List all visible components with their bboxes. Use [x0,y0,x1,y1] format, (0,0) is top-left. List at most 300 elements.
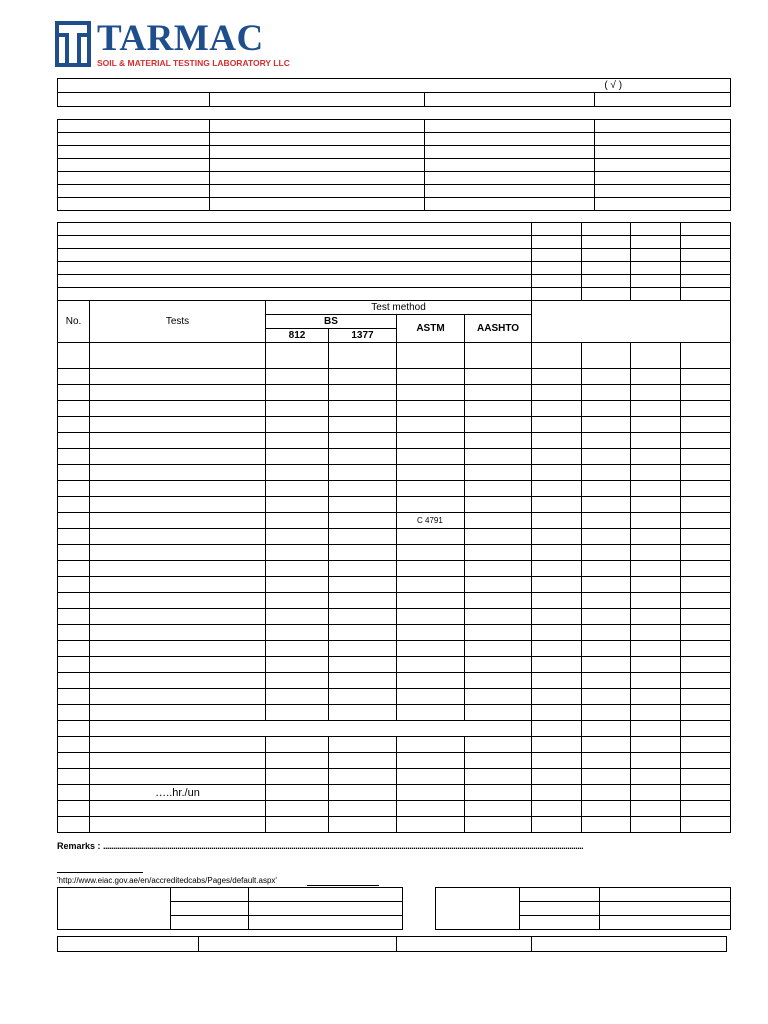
upper-cell[interactable] [582,262,631,275]
header-field[interactable] [595,93,731,107]
upper-cell[interactable] [58,249,532,262]
table-cell[interactable] [90,609,266,625]
info-cell[interactable] [58,159,210,172]
table-cell[interactable] [58,385,90,401]
table-cell[interactable] [465,433,532,449]
table-cell[interactable] [465,401,532,417]
table-cell[interactable] [532,545,582,561]
table-cell[interactable] [681,577,731,593]
table-cell[interactable] [397,465,465,481]
table-cell[interactable] [329,753,397,769]
table-cell[interactable] [90,401,266,417]
table-cell[interactable] [266,817,329,833]
info-cell[interactable] [425,185,595,198]
table-cell[interactable] [397,801,465,817]
table-cell[interactable] [266,801,329,817]
upper-cell[interactable] [582,288,631,301]
table-cell[interactable] [329,785,397,801]
table-cell[interactable] [532,753,582,769]
table-cell[interactable] [266,657,329,673]
merged-row-cell[interactable] [90,721,532,737]
table-cell[interactable] [329,609,397,625]
info-cell[interactable] [58,198,210,211]
table-cell[interactable] [90,481,266,497]
table-cell[interactable] [465,769,532,785]
table-cell[interactable] [58,369,90,385]
signature-cell[interactable] [520,902,600,916]
table-cell[interactable] [329,577,397,593]
info-cell[interactable] [595,185,731,198]
signature-cell[interactable] [249,888,403,902]
table-cell[interactable] [465,689,532,705]
table-cell[interactable] [465,449,532,465]
table-cell[interactable] [681,465,731,481]
table-cell[interactable] [582,753,631,769]
table-cell[interactable] [582,785,631,801]
table-cell[interactable] [681,609,731,625]
table-cell[interactable] [90,465,266,481]
upper-cell[interactable] [58,236,532,249]
table-cell[interactable] [681,343,731,369]
table-cell[interactable] [582,817,631,833]
upper-cell[interactable] [681,236,731,249]
table-cell[interactable] [58,657,90,673]
table-cell[interactable] [465,385,532,401]
table-cell[interactable] [681,449,731,465]
table-cell[interactable] [582,737,631,753]
info-cell[interactable] [425,146,595,159]
table-cell[interactable] [465,641,532,657]
table-cell[interactable] [329,401,397,417]
table-cell[interactable] [631,673,681,689]
table-cell[interactable] [329,641,397,657]
table-cell[interactable] [397,625,465,641]
table-cell[interactable] [631,529,681,545]
table-cell[interactable] [631,465,681,481]
table-cell[interactable] [329,449,397,465]
table-cell[interactable] [465,673,532,689]
table-cell[interactable] [582,545,631,561]
table-cell[interactable] [465,753,532,769]
table-cell[interactable] [58,417,90,433]
table-cell[interactable] [58,497,90,513]
table-cell[interactable] [681,529,731,545]
signature-cell[interactable] [520,916,600,930]
table-cell[interactable] [90,753,266,769]
table-cell[interactable] [329,513,397,529]
table-cell[interactable] [532,689,582,705]
table-cell[interactable] [90,625,266,641]
table-cell[interactable] [329,481,397,497]
signature-cell[interactable] [249,902,403,916]
table-cell[interactable] [532,561,582,577]
table-cell[interactable] [465,737,532,753]
table-cell[interactable] [58,465,90,481]
table-cell[interactable] [90,817,266,833]
table-cell[interactable] [329,433,397,449]
table-cell[interactable] [582,721,631,737]
bottom-cell[interactable] [199,937,397,952]
table-cell[interactable] [582,561,631,577]
table-cell[interactable] [397,673,465,689]
info-cell[interactable] [210,120,425,133]
table-cell[interactable] [266,577,329,593]
table-cell[interactable] [532,481,582,497]
table-cell[interactable] [58,561,90,577]
table-cell[interactable] [58,593,90,609]
table-cell[interactable] [582,769,631,785]
table-cell[interactable] [58,625,90,641]
table-cell[interactable] [681,593,731,609]
table-cell[interactable] [681,545,731,561]
table-cell[interactable] [582,625,631,641]
table-cell[interactable] [631,817,681,833]
table-cell[interactable] [532,769,582,785]
table-cell[interactable] [266,609,329,625]
table-cell[interactable] [631,785,681,801]
table-cell[interactable] [58,769,90,785]
upper-cell[interactable] [532,236,582,249]
table-cell[interactable] [631,369,681,385]
table-cell[interactable] [58,817,90,833]
table-cell[interactable] [631,497,681,513]
table-cell[interactable] [397,433,465,449]
upper-cell[interactable] [58,223,532,236]
table-cell[interactable] [631,561,681,577]
info-cell[interactable] [210,172,425,185]
table-cell[interactable] [465,465,532,481]
table-cell[interactable] [631,705,681,721]
table-cell[interactable] [532,497,582,513]
bottom-cell[interactable] [532,937,727,952]
info-cell[interactable] [595,172,731,185]
table-cell[interactable] [58,641,90,657]
table-cell[interactable] [58,343,90,369]
table-cell[interactable] [397,657,465,673]
table-cell[interactable] [90,641,266,657]
upper-cell[interactable] [681,249,731,262]
table-cell[interactable] [266,753,329,769]
table-cell[interactable] [532,705,582,721]
table-cell[interactable] [266,465,329,481]
table-cell[interactable] [631,417,681,433]
signature-cell[interactable] [171,916,249,930]
table-cell[interactable] [631,657,681,673]
info-cell[interactable] [595,146,731,159]
table-cell[interactable] [58,545,90,561]
table-cell[interactable] [58,721,90,737]
table-cell[interactable] [465,785,532,801]
table-cell[interactable] [90,561,266,577]
table-cell[interactable] [465,529,532,545]
table-cell[interactable] [532,417,582,433]
table-cell[interactable] [329,737,397,753]
table-cell[interactable] [631,593,681,609]
table-cell[interactable] [582,593,631,609]
info-cell[interactable] [425,159,595,172]
table-cell[interactable] [582,465,631,481]
table-cell[interactable] [266,561,329,577]
table-cell[interactable] [58,529,90,545]
upper-cell[interactable] [58,262,532,275]
header-field[interactable] [210,93,425,107]
table-cell[interactable] [90,769,266,785]
table-cell[interactable] [329,689,397,705]
table-cell[interactable] [532,343,582,369]
table-cell[interactable] [532,721,582,737]
header-field[interactable] [425,93,595,107]
table-cell[interactable] [681,753,731,769]
table-cell[interactable] [582,513,631,529]
table-cell[interactable] [329,801,397,817]
table-cell[interactable] [631,689,681,705]
table-cell[interactable] [397,369,465,385]
table-cell[interactable] [681,401,731,417]
table-cell[interactable] [397,417,465,433]
table-cell[interactable] [532,401,582,417]
table-cell[interactable] [329,625,397,641]
info-cell[interactable] [210,133,425,146]
upper-cell[interactable] [532,288,582,301]
table-cell[interactable] [681,737,731,753]
signature-cell[interactable] [58,888,171,930]
table-cell[interactable] [681,769,731,785]
info-cell[interactable] [58,133,210,146]
table-cell[interactable] [681,785,731,801]
table-cell[interactable] [58,801,90,817]
signature-cell[interactable] [520,888,600,902]
table-cell[interactable] [58,513,90,529]
header-field[interactable] [58,93,210,107]
signature-cell[interactable] [249,916,403,930]
table-cell[interactable] [58,481,90,497]
table-cell[interactable] [266,673,329,689]
upper-cell[interactable] [582,223,631,236]
table-cell[interactable] [266,593,329,609]
upper-cell[interactable] [631,275,681,288]
table-cell[interactable] [90,545,266,561]
table-cell[interactable] [329,705,397,721]
table-cell[interactable] [582,385,631,401]
table-cell[interactable] [90,689,266,705]
table-cell[interactable] [397,737,465,753]
table-cell[interactable] [329,343,397,369]
table-cell[interactable] [329,769,397,785]
upper-cell[interactable] [631,249,681,262]
table-cell[interactable] [532,513,582,529]
table-cell[interactable] [532,609,582,625]
table-cell[interactable] [681,385,731,401]
table-cell[interactable] [329,673,397,689]
table-cell[interactable] [58,737,90,753]
table-cell[interactable] [532,577,582,593]
upper-cell[interactable] [631,262,681,275]
table-cell[interactable] [397,641,465,657]
table-cell[interactable] [266,689,329,705]
upper-cell[interactable] [681,288,731,301]
signature-cell[interactable] [600,888,731,902]
table-cell[interactable] [532,737,582,753]
table-cell[interactable] [582,529,631,545]
table-cell[interactable] [582,609,631,625]
table-cell[interactable] [397,577,465,593]
upper-cell[interactable] [631,236,681,249]
table-cell[interactable] [631,737,681,753]
table-cell[interactable] [329,385,397,401]
upper-cell[interactable] [582,275,631,288]
table-cell[interactable] [397,545,465,561]
table-cell[interactable] [58,673,90,689]
table-cell[interactable] [681,561,731,577]
table-cell[interactable] [90,497,266,513]
table-cell[interactable] [397,593,465,609]
info-cell[interactable] [425,198,595,211]
table-cell[interactable] [532,369,582,385]
table-cell[interactable] [58,753,90,769]
table-cell[interactable] [397,753,465,769]
upper-cell[interactable] [681,223,731,236]
table-cell[interactable] [582,343,631,369]
info-cell[interactable] [210,159,425,172]
table-cell[interactable] [90,657,266,673]
table-cell[interactable] [681,497,731,513]
table-cell[interactable] [465,593,532,609]
table-cell[interactable] [631,433,681,449]
table-cell[interactable] [397,689,465,705]
table-cell[interactable] [58,785,90,801]
table-cell[interactable] [582,801,631,817]
info-cell[interactable] [210,185,425,198]
table-cell[interactable] [631,385,681,401]
table-cell[interactable] [465,513,532,529]
table-cell[interactable] [90,673,266,689]
table-cell[interactable] [90,705,266,721]
table-cell[interactable] [90,593,266,609]
table-cell[interactable] [631,769,681,785]
table-cell[interactable] [582,673,631,689]
table-cell[interactable] [329,593,397,609]
signature-cell[interactable] [171,888,249,902]
table-cell[interactable] [266,513,329,529]
table-cell[interactable] [58,577,90,593]
upper-cell[interactable] [532,262,582,275]
table-cell[interactable] [58,705,90,721]
table-cell[interactable] [90,433,266,449]
table-cell[interactable] [465,609,532,625]
table-cell[interactable] [631,545,681,561]
table-cell[interactable] [631,577,681,593]
signature-cell[interactable] [600,916,731,930]
table-cell[interactable] [465,343,532,369]
table-cell[interactable] [397,609,465,625]
table-cell[interactable] [582,641,631,657]
table-cell[interactable] [532,801,582,817]
table-cell[interactable] [266,545,329,561]
table-cell[interactable] [631,721,681,737]
table-cell[interactable] [465,481,532,497]
signature-cell[interactable] [171,902,249,916]
upper-cell[interactable] [58,275,532,288]
table-cell[interactable] [465,625,532,641]
table-cell[interactable] [631,609,681,625]
table-cell[interactable] [397,343,465,369]
table-cell[interactable] [681,689,731,705]
info-cell[interactable] [595,133,731,146]
table-cell[interactable] [465,817,532,833]
table-cell[interactable] [397,705,465,721]
table-cell[interactable] [90,449,266,465]
table-cell[interactable] [397,529,465,545]
table-cell[interactable] [397,385,465,401]
table-cell[interactable] [266,737,329,753]
table-cell[interactable] [329,369,397,385]
table-cell[interactable] [465,577,532,593]
table-cell[interactable] [582,705,631,721]
table-cell[interactable] [681,433,731,449]
table-cell[interactable] [329,529,397,545]
table-cell[interactable] [532,433,582,449]
table-cell[interactable] [58,609,90,625]
info-cell[interactable] [595,120,731,133]
table-cell[interactable] [532,465,582,481]
table-cell[interactable] [631,625,681,641]
table-cell[interactable] [397,769,465,785]
table-cell[interactable] [582,481,631,497]
table-cell[interactable] [532,641,582,657]
table-cell[interactable] [631,801,681,817]
table-cell[interactable] [266,785,329,801]
bottom-cell[interactable] [397,937,532,952]
table-cell[interactable] [681,641,731,657]
table-cell[interactable] [582,401,631,417]
table-cell[interactable] [266,529,329,545]
table-cell[interactable] [266,433,329,449]
table-cell[interactable] [582,417,631,433]
upper-cell[interactable] [631,288,681,301]
table-cell[interactable] [266,705,329,721]
table-cell[interactable] [681,513,731,529]
table-cell[interactable] [681,817,731,833]
upper-cell[interactable] [631,223,681,236]
table-cell[interactable] [329,545,397,561]
table-cell[interactable] [397,401,465,417]
table-cell[interactable] [266,449,329,465]
bottom-cell[interactable] [58,937,199,952]
info-cell[interactable] [210,146,425,159]
info-cell[interactable] [595,159,731,172]
table-cell[interactable] [631,513,681,529]
upper-cell[interactable] [532,223,582,236]
table-cell[interactable] [681,369,731,385]
upper-cell[interactable] [582,236,631,249]
table-cell[interactable] [90,513,266,529]
info-cell[interactable] [210,198,425,211]
table-cell[interactable] [532,593,582,609]
table-cell[interactable] [58,433,90,449]
table-cell[interactable] [681,481,731,497]
table-cell[interactable] [266,369,329,385]
info-cell[interactable] [58,120,210,133]
table-cell[interactable] [532,657,582,673]
table-cell[interactable] [582,497,631,513]
table-cell[interactable] [90,369,266,385]
table-cell[interactable] [397,481,465,497]
table-cell[interactable] [58,401,90,417]
table-cell[interactable] [90,529,266,545]
table-cell[interactable] [465,705,532,721]
table-cell[interactable] [58,449,90,465]
info-cell[interactable] [58,172,210,185]
